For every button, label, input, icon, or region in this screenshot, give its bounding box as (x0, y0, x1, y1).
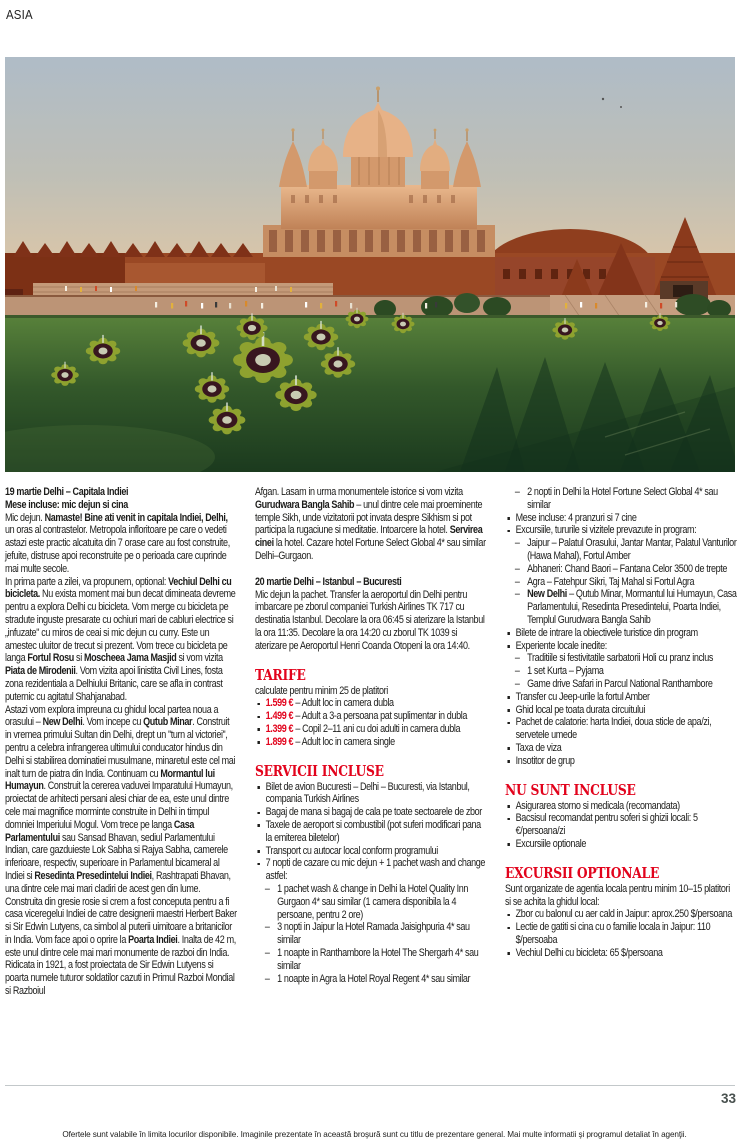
paragraph (255, 486, 487, 563)
text-run: Vechiul Delhi cu bicicleta: 65 $/persoana (515, 946, 663, 959)
bullet-item (255, 845, 487, 858)
temple-garden-illustration (5, 57, 735, 472)
emphasized-text: Piata de Mirodenii (5, 665, 76, 678)
bullet-item (255, 806, 487, 819)
section-heading (255, 667, 487, 683)
text-run: calculate pentru minim 25 de platitori (255, 684, 388, 697)
sub-item (255, 921, 487, 947)
text-run: In prima parte a zilei, va propunem, optional: (5, 575, 169, 588)
text-run: Abhaneri: Chand Baori – Fantana Celor 3500 de trepte (527, 562, 728, 575)
bullet-item (505, 716, 737, 742)
text-run: . Inalta de 42 m, este unul dintre cele mai mari monumente de razboi din India. Ridicata in 1921, a fost proiectata de Sir Edwin Lutyens si poarta numele tuturor soldatilor cazuti in Primul Razboi Mondial si Razboiul (5, 933, 236, 998)
text-run: 2 nopti in Delhi la Hotel Fortune Select Global 4* sau similar (527, 486, 718, 511)
text-run: si vom vizita (176, 652, 223, 665)
sub-item (505, 652, 737, 665)
text-run: . Construit la cererea vaduvei Imparatului Humayun, proiectat de arhitecti persani alesi chiar de ea, este unul dintre cele mai magnifice morminte construite in Delhi in timpul domniei Imperiului Mogul. Vom trece pe langa (5, 780, 233, 831)
paragraph (5, 704, 237, 998)
text-run: la hotel. Cazare hotel Fortune Select Global 4* sau similar Delhi–Gurgaon. (255, 537, 486, 562)
emphasized-text: Fortul Rosu (27, 652, 74, 665)
text-run: Transport cu autocar local conform programului (265, 844, 438, 857)
bullet-item (255, 710, 487, 723)
bullet-item (255, 819, 487, 845)
text-run: 1 set Kurta – Pyjama (527, 665, 604, 678)
emphasized-text: New Delhi (42, 716, 83, 729)
text-run: Jaipur – Palatul Orasului, Jantar Mantar, Palatul Vanturilor (Hawa Mahal), Fortul Amber (527, 537, 737, 562)
text-run: . Vom incepe cu (82, 716, 144, 729)
bullet-item (255, 723, 487, 736)
text-run: SERVICII INCLUSE (255, 761, 384, 780)
paragraph (255, 589, 487, 653)
text-run: – Qutub Minar, Mormantul lui Humayun, Casa Parlamentului, Resedinta Presedintelui, Poarta Indiei, Templul Gurudwara Bangla Sahib (527, 588, 737, 626)
text-run: – unul dintre cele mai proeminente temple Sikh, unde vizitatorii pot invata despre Sikhism si pot participa la rugaciune si meditatie. Intoarcere la hotel. (255, 498, 483, 537)
text-run: 19 martie Delhi – Capitala Indiei (5, 486, 129, 498)
text-run: Taxa de viza (515, 741, 562, 754)
text-run: TARIFE (255, 665, 306, 684)
page-number: 33 (720, 1091, 736, 1106)
bullet-item (255, 857, 487, 883)
sub-item (505, 486, 737, 512)
text-run: Bilet de avion Bucuresti – Delhi – Bucuresti, via Istanbul, compania Turkish Airlines (265, 780, 470, 806)
emphasized-text: 1.599 € (265, 697, 296, 710)
sub-item (505, 665, 737, 678)
bullet-item (505, 704, 737, 717)
text-run: 7 nopti de cazare cu mic dejun + 1 pachet wash and change astfel: (265, 857, 486, 883)
sub-item (505, 563, 737, 576)
text-run: Mic dejun la pachet. Transfer la aeroportul din Delhi pentru imbarcare pe zborul companiei Turkish Airlines TK 717 cu destinatia Istanbul. Decolare la ora 06:45 si aterizare la Istanbul la ora 11:35. Decolare la ora 14:20 cu zborul TK 1039 si aterizare pe Aeroportul Henri Coanda Otopeni la ora 14:40. (255, 588, 485, 652)
text-run: 20 martie Delhi – Istanbul – Bucuresti (255, 575, 402, 588)
text-run: Asigurarea storno si medicala (recomandata) (515, 799, 680, 812)
hero-photo (5, 57, 735, 472)
column-3 (505, 486, 737, 960)
section-heading (255, 763, 487, 779)
bullet-item (505, 838, 737, 851)
text-run: Agra – Fatehpur Sikri, Taj Mahal si Fortul Agra (527, 575, 695, 588)
text-run: un oras al contrastelor. Metropola infloritoare pe care o vedeti astazi este practic alcatuita din 7 orase care au fost construite, jefuite, distruse apoi reconstruite pe o perioada care cuprinde mai multe secole. (5, 524, 230, 575)
emphasized-text: Gurudwara Bangla Sahib (255, 498, 355, 511)
text-run: . Vom vizita apoi linistita Civil Lines, fosta zona rezidentiala a Delhiului Britanic, care se afla in contrast puternic cu agitatul Shahjanabad. (5, 665, 223, 703)
text-run: 1 noapte in Ranthambore la Hotel The Shergarh 4* sau similar (277, 946, 479, 972)
text-run: Mic dejun. (5, 511, 45, 524)
text-run: Sunt organizate de agentia locala pentru minim 10–15 platitori si se achita la ghidul local: (505, 882, 730, 908)
emphasized-text: Moscheea Jama Masjid (83, 652, 177, 665)
sub-item (505, 537, 737, 563)
text-run: EXCURSII OPTIONALE (505, 863, 660, 882)
emphasized-text: Namaste! Bine ati venit in capitala Indiei, Delhi, (44, 511, 228, 524)
day-heading (5, 486, 237, 499)
text-run: Ghid local pe toata durata circuitului (515, 703, 646, 716)
text-run: Pachet de calatorie: harta Indiei, doua sticle de apa/zi, servetele umede (515, 716, 712, 742)
text-run: – Copil 2–11 ani cu doi adulti in camera dubla (295, 722, 461, 735)
emphasized-text: Resedinta Presedintelui Indiei (34, 869, 152, 882)
text-run: Experiente locale inedite: (515, 639, 607, 652)
bullet-item (505, 742, 737, 755)
column-2 (255, 486, 487, 985)
text-run: 1 noapte in Agra la Hotel Royal Regent 4* sau similar (277, 972, 471, 985)
text-run: Bacsisul recomandat pentru soferi si ghizii locali: 5 €/persoana/zi (515, 812, 698, 838)
text-run: Transfer cu Jeep-urile la fortul Amber (515, 690, 650, 703)
text-run: Taxele de aeroport si combustibil (pot suferi modificari pana la emiterea biletelor) (265, 818, 481, 844)
bullet-item (505, 755, 737, 768)
text-run: – Adult loc in camera single (295, 735, 395, 748)
bullet-item (505, 812, 737, 838)
section-heading (505, 782, 737, 798)
footer-divider (5, 1085, 735, 1086)
text-run: , Rashtrapati Bhavan, una dintre cele mai mari cladiri de acest gen din lume. Construita din gresie rosie si crem a fost conceputa pentru a fi casa viceregelui Indiei de catre designerii maestri Herbert Baker si Sir Edwin Lutyens, ca simbol al puterii uimitoare a britanicilor in India. Vom face apoi o oprire la (5, 869, 237, 946)
paragraph (255, 685, 487, 698)
text-run: Astazi vom explora impreuna cu ghidul local partea noua a orasului – (5, 703, 219, 729)
bullet-item (255, 736, 487, 749)
bullet-item (255, 697, 487, 710)
bullet-item (505, 627, 737, 640)
bullet-item (505, 512, 737, 525)
sub-item (255, 883, 487, 921)
emphasized-text: 1.399 € (265, 722, 296, 735)
bullet-item (255, 781, 487, 807)
bullet-item (505, 908, 737, 921)
text-run: – Adult a 3-a persoana pat suplimentar in dubla (295, 710, 468, 723)
text-run: 3 nopti in Jaipur la Hotel Ramada Jaisighpuria 4* sau similar (277, 921, 470, 947)
day-heading (5, 499, 237, 512)
section-heading (505, 865, 737, 881)
text-run: . Construit in vremea primului Sultan din Delhi, drept un ''turn al victoriei'', pentru a celebra infrangerea ultimului conducator hindus din Delhi si stabilirea dominatiei musulmane, minaretul este cel mai inalt turn de piatra din India. Continuam cu (5, 716, 236, 780)
section-label: ASIA (6, 7, 33, 22)
text-run: Mese incluse: mic dejun si cina (5, 498, 128, 511)
bullet-item (505, 921, 737, 947)
text-run: Traditiile si festivitatile sarbatorii Holi cu pranz inclus (527, 652, 714, 665)
text-run: sau Sansad Bhavan, sediul Parlamentului Indian, care gazduieste Lok Sabha si Rajya Sabha, camerele inferioare, respectiv, superioare in Parlamentul bicameral al Indiei si (5, 831, 228, 882)
sub-item (255, 973, 487, 986)
column-1 (5, 486, 237, 998)
text-run: Excursiile optionale (515, 837, 587, 850)
emphasized-text: 1.499 € (265, 710, 296, 723)
emphasized-text: New Delhi (527, 588, 567, 601)
text-run: – Adult loc in camera dubla (295, 697, 394, 710)
bullet-item (505, 524, 737, 537)
paragraph (505, 883, 737, 909)
text-run: Game drive Safari in Parcul National Ranthambore (527, 677, 713, 690)
bullet-item (505, 800, 737, 813)
text-run: NU SUNT INCLUSE (505, 780, 636, 799)
sub-item (255, 947, 487, 973)
text-run: Lectie de gatiti si cina cu o familie locala in Jaipur: 110 $/persoaba (515, 921, 711, 946)
emphasized-text: Poarta Indiei (128, 933, 178, 946)
emphasized-text: Qutub Minar (143, 716, 193, 729)
text-run: si (73, 652, 84, 665)
text-run: Mese incluse: 4 pranzuri si 7 cine (515, 511, 637, 524)
text-run: Bilete de intrare la obiectivele turistice din program (515, 626, 698, 639)
emphasized-text: Casa Parlamentului (5, 818, 194, 844)
footer-disclaimer: Ofertele sunt valabile în limita locurilor disponibile. Imaginile prezentate în această broşură sunt cu titlu de prezentare general. Mai multe informatii şi programul detaliat în agenţii. (62, 1130, 687, 1139)
sub-item (505, 678, 737, 691)
sub-item (505, 576, 737, 589)
day-heading (255, 576, 487, 589)
bullet-item (505, 691, 737, 704)
text-run: Zbor cu balonul cu aer cald in Jaipur: aprox.250 $/persoana (515, 908, 733, 921)
bullet-item (505, 947, 737, 960)
text-run: Bagaj de mana si bagaj de cala pe toate sectoarele de zbor (265, 806, 482, 819)
text-run: Excursiile, tururile si vizitele prevazute in program: (515, 524, 697, 537)
emphasized-text: 1.899 € (265, 735, 296, 748)
text-run: Afgan. Lasam in urma monumentele istorice si vom vizita (255, 486, 463, 498)
emphasized-text: Servirea cinei (255, 524, 483, 550)
text-run: 1 pachet wash & change in Delhi la Hotel Quality Inn Gurgaon 4* sau similar (1 camera disponibila la 4 persoane, pentru 2 ore) (277, 882, 469, 921)
text-run: Insotitor de grup (515, 754, 575, 767)
emphasized-text: Mormantul lui Humayun (5, 767, 215, 793)
bullet-item (505, 640, 737, 653)
paragraph (5, 576, 237, 704)
text-run: Nu exista moment mai bun decat dimineata devreme pentru a explora Delhi cu bicicleta. Vom merge cu bicicleta pe stradute inguste presarate cu ochiuri mari de cabluri electrice si „infuzate" cu miros de ceai si mic dejun cu curry. Este un amestec uluitor de trecut si prezent. Vom trece cu bicicleta pe langa (5, 588, 236, 665)
sub-item (505, 588, 737, 626)
paragraph (5, 512, 237, 576)
emphasized-text: Vechiul Delhi cu bicicleta. (5, 575, 232, 601)
